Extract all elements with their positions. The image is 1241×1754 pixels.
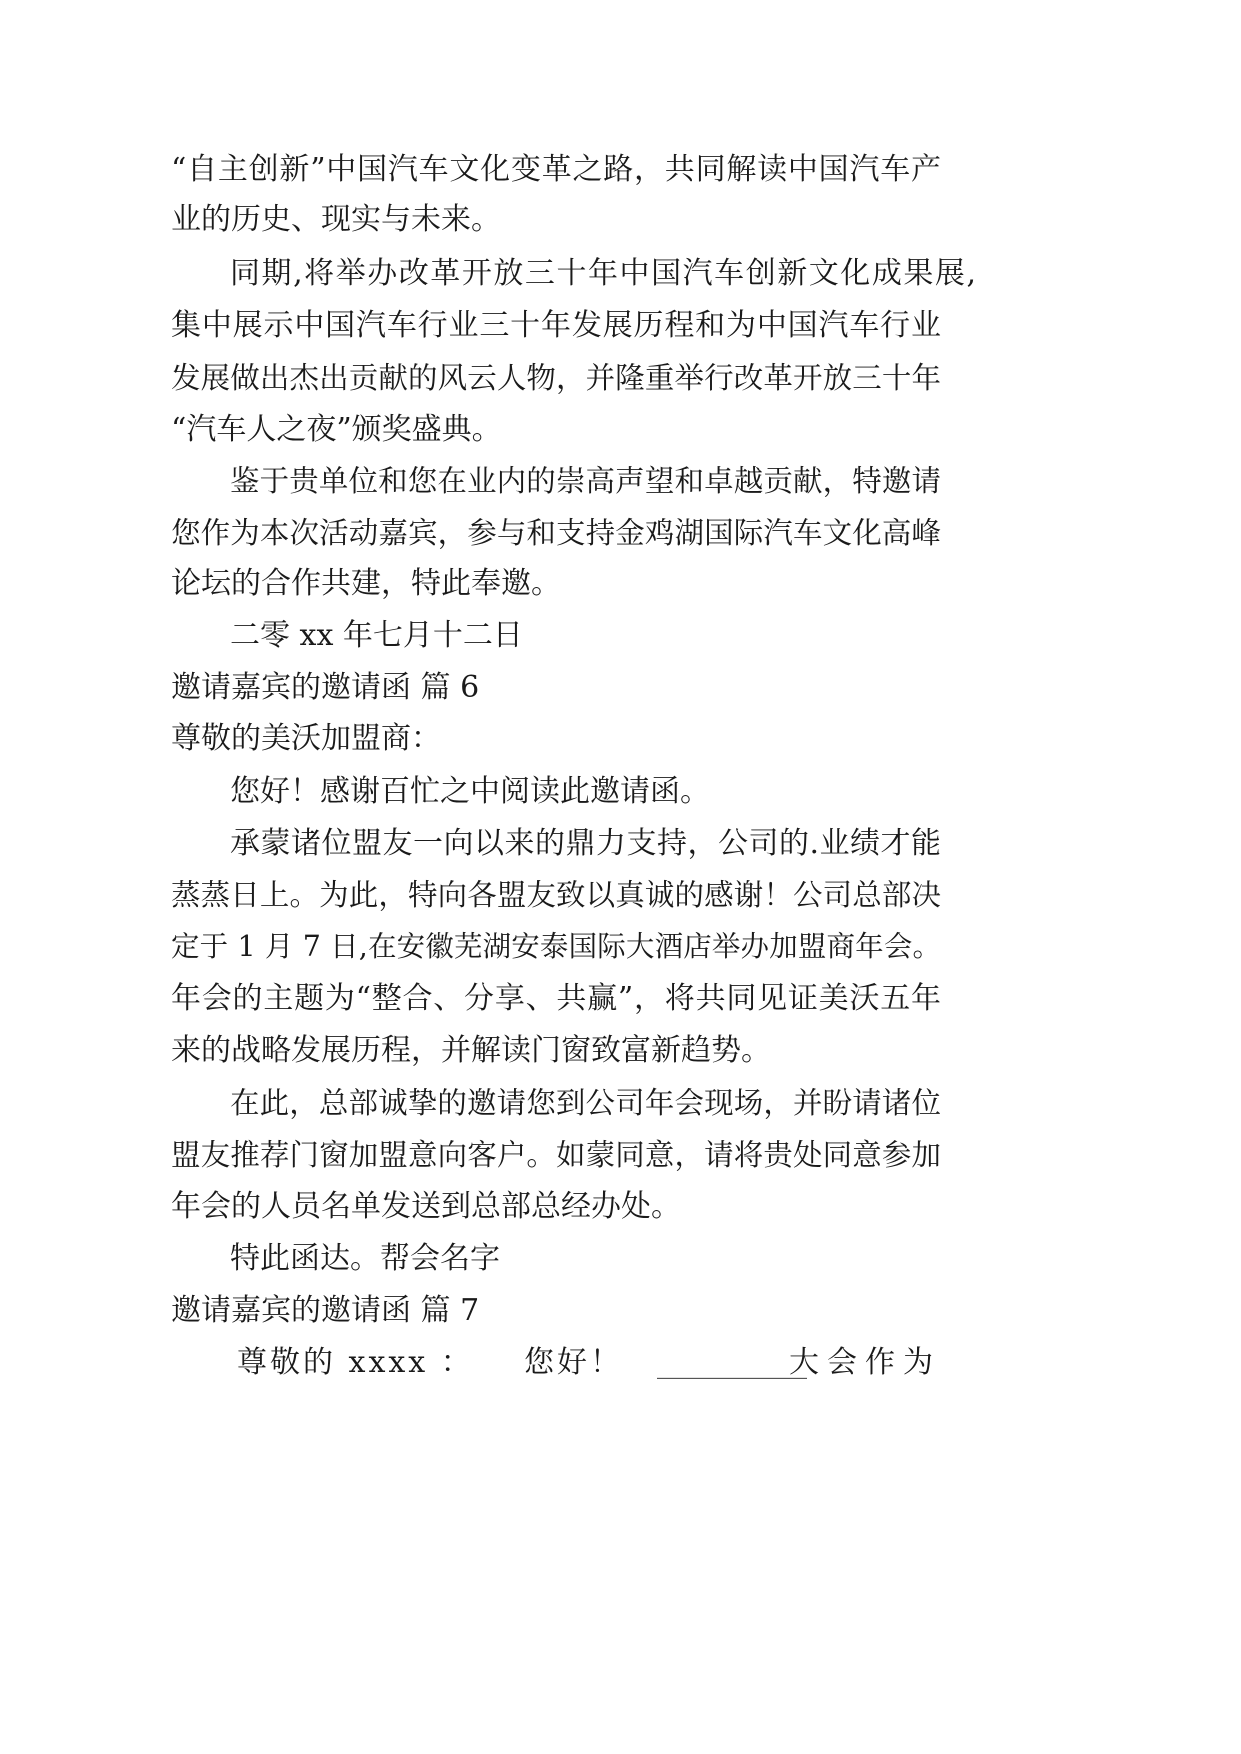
- text-line-13: 您好！感谢百忙之中阅读此邀请函。: [230, 774, 710, 809]
- text-line-7: 鉴于贵单位和您在业内的崇高声望和卓越贡献，特邀请: [230, 464, 941, 498]
- text-line-22: 特此函达。帮会名字: [230, 1241, 500, 1276]
- section-heading-7: 邀请嘉宾的邀请函 篇 7: [171, 1293, 480, 1328]
- text-line-17: 年会的主题为“整合、分享、共赢”，将共同见证美沃五年: [171, 981, 941, 1016]
- last-line-greeting: 您好！: [524, 1345, 623, 1380]
- text-line-16: 定于 1 月 7 日,在安徽芜湖安泰国际大酒店举办加盟商年会。: [171, 930, 941, 963]
- text-line-20: 盟友推荐门窗加盟意向客户。如蒙同意，请将贵处同意参加: [171, 1138, 941, 1172]
- text-line-5: 发展做出杰出贡献的风云人物，并隆重举行改革开放三十年: [171, 361, 941, 395]
- text-line-15: 蒸蒸日上。为此，特向各盟友致以真诚的感谢！公司总部决: [171, 878, 941, 912]
- last-line-salutation: 尊敬的 xxxx ：: [237, 1345, 474, 1380]
- section-heading-6: 邀请嘉宾的邀请函 篇 6: [171, 670, 480, 705]
- text-line-6: “汽车人之夜”颁奖盛典。: [171, 412, 502, 447]
- text-line-3: 同期,将举办改革开放三十年中国汽车创新文化成果展,: [230, 256, 976, 291]
- text-line-4: 集中展示中国汽车行业三十年发展历程和为中国汽车行业: [171, 308, 941, 343]
- last-line-tail: 大会作为: [789, 1345, 941, 1380]
- text-line-21: 年会的人员名单发送到总部总经办处。: [171, 1189, 681, 1224]
- text-line-18: 来的战略发展历程，并解读门窗致富新趋势。: [171, 1033, 771, 1068]
- text-line-1: “自主创新”中国汽车文化变革之路，共同解读中国汽车产: [171, 152, 941, 187]
- text-line-8: 您作为本次活动嘉宾，参与和支持金鸡湖国际汽车文化高峰: [171, 516, 941, 550]
- date-line: 二零 xx 年七月十二日: [230, 618, 523, 653]
- text-line-2: 业的历史、现实与未来。: [171, 202, 501, 237]
- salutation-line: 尊敬的美沃加盟商：: [171, 721, 441, 756]
- text-line-9: 论坛的合作共建，特此奉邀。: [171, 566, 561, 601]
- text-line-14: 承蒙诸位盟友一向以来的鼎力支持，公司的.业绩才能: [230, 826, 941, 861]
- text-line-19: 在此，总部诚挚的邀请您到公司年会现场，并盼请诸位: [230, 1086, 941, 1120]
- last-line-blank: __________: [657, 1345, 807, 1380]
